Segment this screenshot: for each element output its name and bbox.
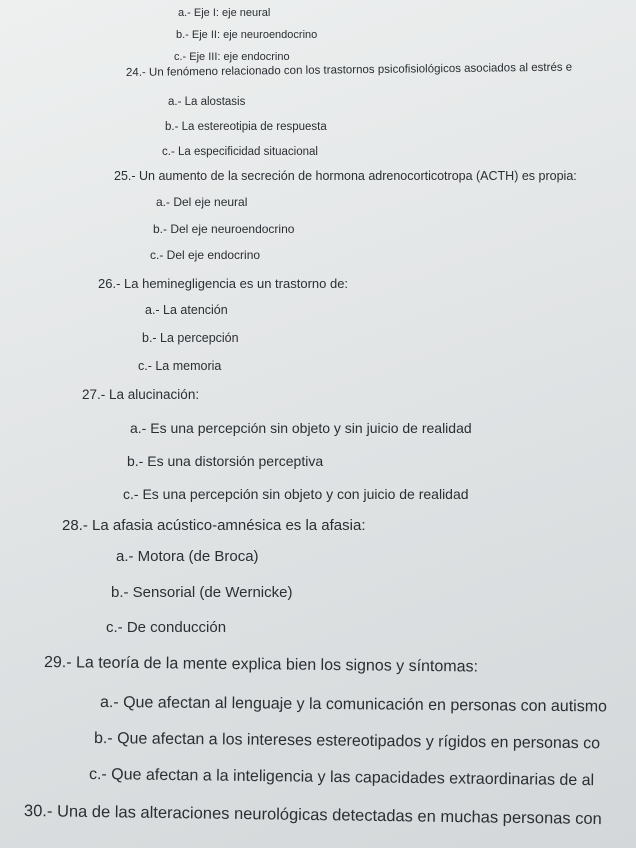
- q29-question: 29.- La teoría de la mente explica bien los signos y síntomas:: [43, 654, 479, 676]
- q26-question: 26.- La heminegligencia es un trastorno de:: [98, 276, 349, 291]
- q24-option-c: c.- La especificidad situacional: [162, 146, 318, 158]
- q25-question: 25.- Un aumento de la secreción de hormona adrenocorticotropa (ACTH) es propia:: [114, 169, 577, 183]
- q26-option-b: b.- La percepción: [142, 331, 239, 345]
- q27-option-c: c.- Es una percepción sin objeto y con juicio de realidad: [123, 486, 469, 502]
- q23-option-a: a.- Eje I: eje neural: [178, 7, 271, 19]
- q29-option-b: b.- Que afectan a los intereses estereotipados y rígidos en personas co: [93, 730, 601, 753]
- q25-option-a: a.- Del eje neural: [156, 195, 248, 209]
- q23-option-c: c.- Eje III: eje endocrino: [174, 51, 290, 63]
- q26-option-a: a.- La atención: [145, 303, 228, 317]
- q24-option-b: b.- La estereotipia de respuesta: [165, 121, 327, 133]
- q29-option-a: a.- Que afectan al lenguaje y la comunicación en personas con autismo: [99, 694, 608, 716]
- q28-option-c: c.- De conducción: [106, 619, 227, 636]
- q28-option-a: a.- Motora (de Broca): [116, 548, 259, 565]
- q27-option-b: b.- Es una distorsión perceptiva: [127, 453, 324, 469]
- q28-question: 28.- La afasia acústico-amnésica es la afasia:: [62, 517, 366, 534]
- q28-option-b: b.- Sensorial (de Wernicke): [111, 584, 293, 601]
- q24-question: 24.- Un fenómeno relacionado con los trastornos psicofisiológicos asociados al estrés e: [125, 61, 573, 79]
- q30-question: 30.- Una de las alteraciones neurológicas detectadas en muchas personas con: [23, 802, 602, 829]
- q26-option-c: c.- La memoria: [138, 359, 222, 373]
- q24-option-a: a.- La alostasis: [168, 96, 246, 108]
- q29-option-c: c.- Que afectan a la inteligencia y las capacidades extraordinarias de al: [88, 766, 595, 790]
- q25-option-c: c.- Del eje endocrino: [150, 248, 261, 262]
- q25-option-b: b.- Del eje neuroendocrino: [153, 222, 295, 236]
- q23-option-b: b.- Eje II: eje neuroendocrino: [176, 29, 318, 41]
- q27-option-a: a.- Es una percepción sin objeto y sin juicio de realidad: [130, 420, 472, 436]
- q27-question: 27.- La alucinación:: [82, 387, 200, 402]
